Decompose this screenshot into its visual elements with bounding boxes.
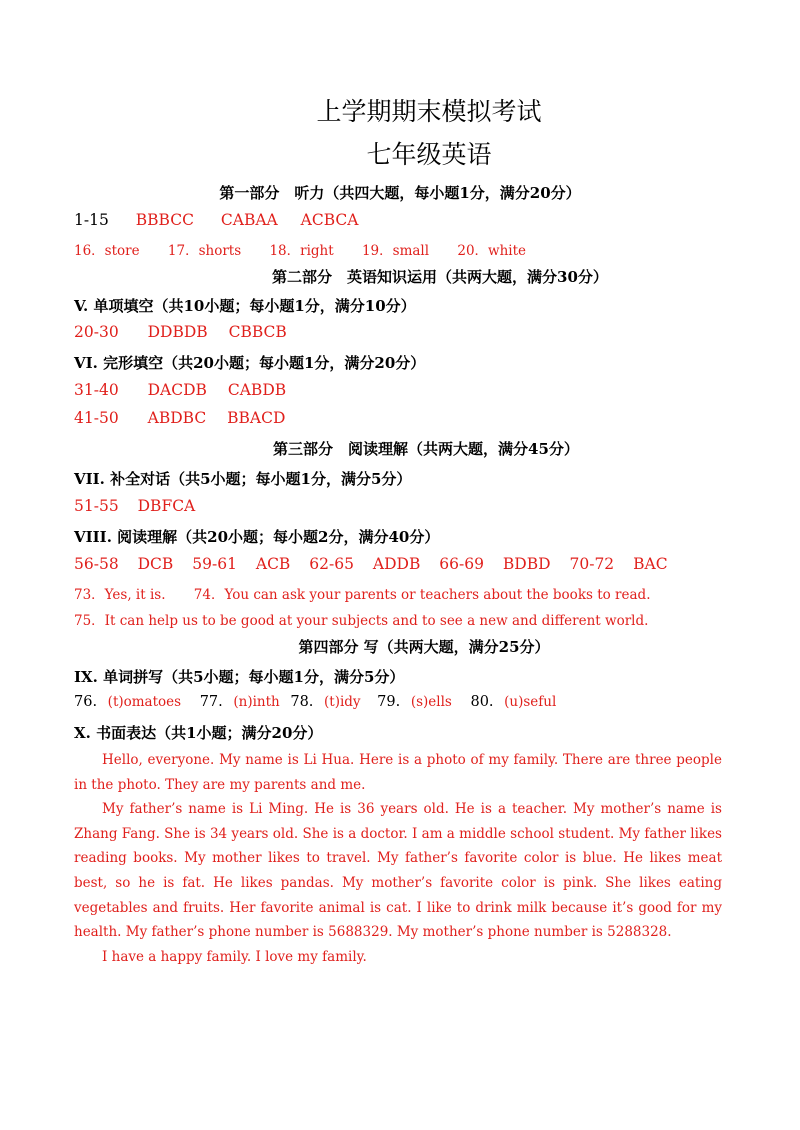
range-label: 56-58 [74,555,119,573]
answer-group: ACB [255,555,291,573]
answer-item: 18．right [269,243,334,259]
part2-heading: 第二部分 英语知识运用（共两大题，满分30分） [272,268,608,286]
part1-row1-label: 1-15 [74,211,109,229]
section-v-heading: V. 单项填空（共10小题；每小题1分，满分10分） [74,297,416,315]
answer-group: ABDBC [147,409,207,427]
page-title: 上学期期末模拟考试 [316,97,542,126]
item-number: 76. [74,694,98,710]
essay-paragraph: I have a happy family. I love my family. [102,948,367,965]
part1-row2 [74,239,526,259]
answer-group: BAC [633,555,668,573]
q73-74-line [74,583,650,603]
section-vi-row [74,409,285,427]
answer-group: DACDB [147,381,207,399]
item-number: 78. [290,694,314,710]
answer-group: DDBDB [147,323,208,341]
section-v-answers [74,323,287,341]
part4-heading: 第四部分 写（共两大题，满分25分） [298,638,550,656]
answer-group: BDBD [502,555,551,573]
item-number: 79. [377,694,401,710]
item-number: 80. [470,694,494,710]
spelling-answer: (t)omatoes [107,694,182,710]
spelling-answer: (n)inth [233,694,280,710]
answer-group: CABDB [227,381,287,399]
essay [74,748,722,969]
range-label: 59-61 [192,555,237,573]
part3-heading: 第三部分 阅读理解（共两大题，满分45分） [273,440,579,458]
answer-group: CABAA [220,211,278,229]
answer-item: 17．shorts [167,243,242,259]
range-label: 62-65 [309,555,354,573]
range-label: 20-30 [74,323,119,341]
section-vii-heading: VII. 补全对话（共5小题；每小题1分，满分5分） [74,470,412,488]
spelling-answer: (s)ells [410,694,452,710]
section-ix-heading: IX. 单词拼写（共5小题；每小题1分，满分5分） [74,668,405,686]
section-ix-answers [74,694,556,710]
page-subtitle: 七年级英语 [366,140,492,169]
answer-item: 20．white [457,243,527,259]
range-label: 66-69 [439,555,484,573]
answer-group: BBACD [227,409,286,427]
answer-group: DBFCA [137,497,196,515]
range-label: 51-55 [74,497,119,515]
answer-group: ADDB [372,555,421,573]
answer-group: DCB [137,555,174,573]
range-label: 31-40 [74,381,119,399]
q73-answer: 73．Yes, it is. [74,587,166,603]
answer-group: BBBCC [135,211,194,229]
section-viii-heading: VIII. 阅读理解（共20小题；每小题2分，满分40分） [74,528,440,546]
spelling-answer: (t)idy [324,694,361,710]
answer-group: CBBCB [228,323,287,341]
item-number: 77. [199,694,223,710]
section-vi-row [74,381,286,399]
answer-item: 16．store [74,243,140,259]
q74-answer: 74．You can ask your parents or teachers about the books to read. [193,587,651,603]
q75-answer: 75．It can help us to be good at your subjects and to see a new and different world. [74,613,649,629]
section-x-heading: X. 书面表达（共1小题；满分20分） [74,724,323,742]
part1-heading: 第一部分 听力（共四大题，每小题1分，满分20分） [219,184,581,202]
range-label: 41-50 [74,409,119,427]
part1-row1 [74,211,358,229]
answer-item: 19．small [361,243,430,259]
essay-paragraph: Hello, everyone. My name is Li Hua. Here is a photo of my family. There are three people in the photo. They are my parents and me. [74,752,722,793]
section-vi-heading: VI. 完形填空（共20小题；每小题1分，满分20分） [74,354,426,372]
essay-paragraph: My father’s name is Li Ming. He is 36 years old. He is a teacher. My mother’s name is Zhang Fang. She is 34 years old. She is a doctor. I am a middle school student. My father likes reading books. My mother likes to travel. My father’s favorite color is blue. He likes meat best, so he is fat. He likes pandas. My mother’s favorite color is pink. She likes eating vegetables and fruits. Her favorite animal is cat. I like to drink milk because it’s good for my health. My father’s phone number is 5688329. My mother’s phone number is 5288328. [74,801,722,941]
section-vii-answers [74,497,195,515]
section-viii-answers [74,555,668,573]
spelling-answer: (u)seful [504,694,557,710]
answer-group: ACBCA [300,211,359,229]
range-label: 70-72 [569,555,615,573]
